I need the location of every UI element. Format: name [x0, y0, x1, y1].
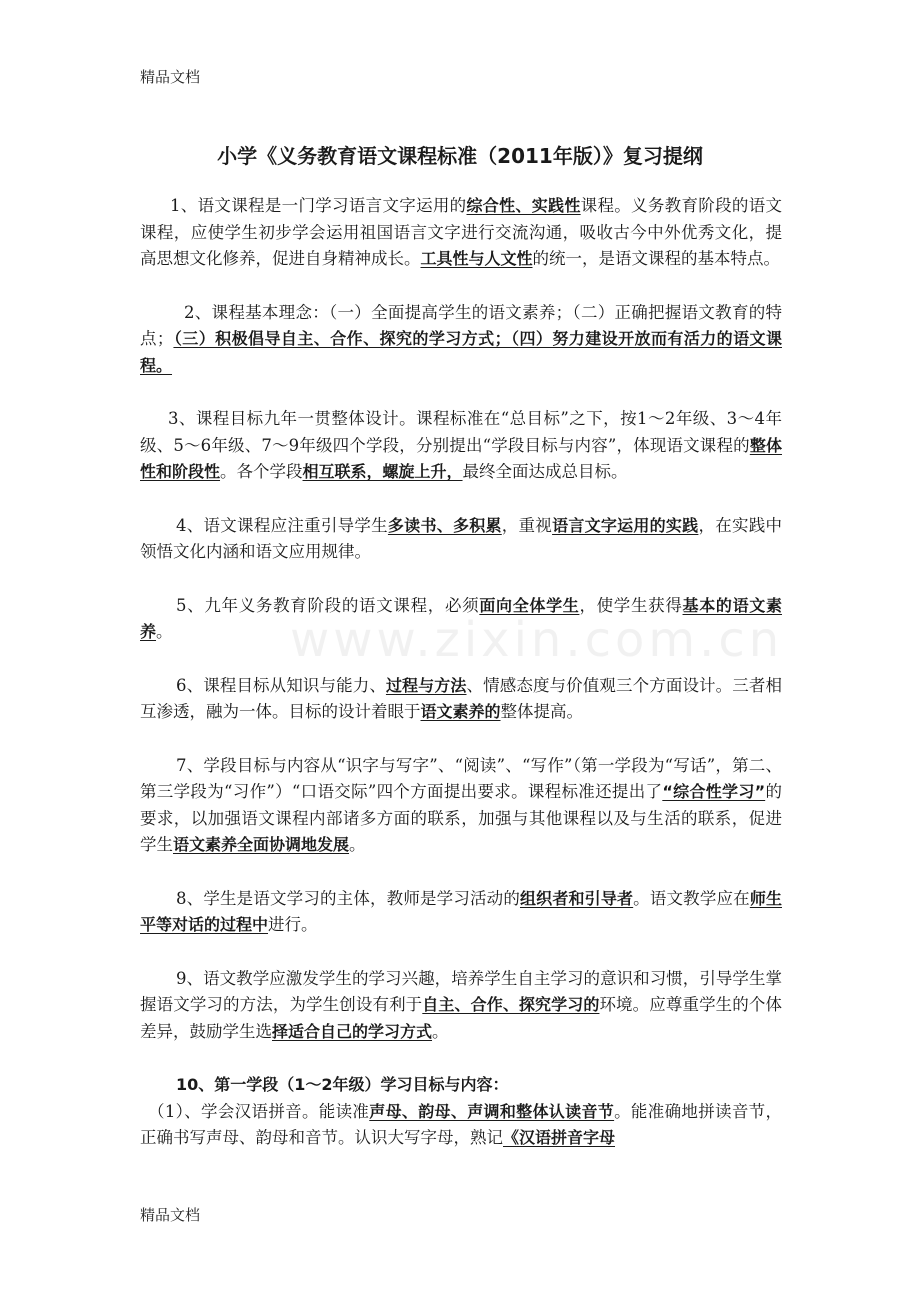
paragraph-text: 环境。应尊重学生的个体差异，鼓励学生选 [140, 995, 783, 1041]
paragraph-text: 。能准确地拼读音节，正确书写声母、韵母和音节。认识大写字母，熟记 [140, 1101, 783, 1147]
underlined-key-term: 工具性与人文性 [420, 249, 533, 268]
document-title: 小学《义务教育语文课程标准（2011年版）》复习提纲 [217, 144, 703, 168]
paragraph-text: 、情感态度与价值观三个方面设计。三者相互渗透，融为一体。目标的设计着眼于 [140, 675, 782, 721]
paragraph-text: 。语文教学应在 [633, 888, 750, 908]
page-header-label: 精品文档 [140, 68, 201, 86]
paragraph-text: 3、课程目标九年一贯整体设计。课程标准在“总目标”之下，按1～2年级、3～4年级、5～6年级、7～9年级四个学段，分别提出“学段目标与内容”，体现语文课程的 [140, 409, 782, 455]
paragraph-text: ，使学生获得 [579, 595, 683, 615]
underlined-key-term: 整体性和阶段性 [140, 435, 782, 481]
paragraph-10 [140, 1072, 782, 1099]
paragraph-text: （1）、学会汉语拼音。能读准 [148, 1101, 370, 1121]
paragraph-text: 5、九年义务教育阶段的语文课程，必须 [176, 595, 480, 615]
paragraph-6 [140, 673, 782, 726]
paragraph-text: 的要求，以加强语文课程内部诸多方面的联系，加强与其他课程以及与生活的联系，促进学生 [140, 782, 782, 854]
underlined-key-term: 语文素养的 [420, 702, 501, 721]
paragraph-text: 1、语文课程是一门学习语言文字运用的 [170, 196, 467, 215]
watermark: www.zixin.com.cn [290, 612, 784, 668]
paragraph-text: 进行。 [268, 915, 318, 934]
underlined-key-term: 自主、合作、探究学习的 [422, 995, 600, 1014]
bold-heading-text: 10、第一学段（1～2年级）学习目标与内容： [176, 1075, 509, 1094]
underlined-key-term: 语文素养全面协调地发展 [173, 835, 350, 854]
paragraph-text: 。 [156, 622, 173, 641]
paragraph-9 [140, 966, 782, 1046]
paragraph-text: ，在实践中领悟文化内涵和语文应用规律。 [140, 515, 782, 561]
paragraph-text: 的统一，是语文课程的基本特点。 [532, 249, 781, 268]
paragraph-text: 。各个学段 [220, 462, 303, 481]
paragraph-text: 8、学生是语文学习的主体，教师是学习活动的 [176, 888, 520, 908]
underlined-key-term: 组织者和引导者 [519, 888, 634, 908]
paragraph-text: 课程。义务教育阶段的语文课程，应使学生初步学会运用祖国语言文字进行交流沟通，吸收古今中外优秀文化，提高思想文化修养，促进自身精神成长。 [140, 196, 782, 268]
underlined-key-term: （三）积极倡导自主、合作、探究的学习方式；（四）努力建设开放而有活力的语文课程。 [140, 329, 782, 375]
paragraph-2 [140, 300, 782, 380]
underlined-key-term: 综合性、实践性 [466, 196, 581, 215]
paragraph-text: 。 [349, 835, 366, 854]
paragraph-5 [140, 593, 782, 646]
paragraph-text: 6、课程目标从知识与能力、 [176, 675, 386, 695]
underlined-key-term: 择适合自己的学习方式 [272, 1021, 433, 1041]
underlined-key-term: 《汉语拼音字母 [503, 1128, 616, 1147]
underlined-key-term: 声母、韵母、声调和整体认读音节 [369, 1101, 615, 1121]
document-body [140, 193, 782, 1179]
paragraph-text: 7、学段目标与内容从“识字与写字”、“阅读”、“写作”（第一学段为“写话”，第二、第三学段为“习作”）“口语交际”四个方面提出要求。课程标准还提出了 [140, 755, 782, 801]
underlined-key-term: 语言文字运用的实践 [552, 515, 699, 535]
underlined-key-term: 面向全体学生 [479, 595, 580, 615]
paragraph-4 [140, 513, 782, 566]
paragraph-7 [140, 753, 782, 859]
underlined-key-term: 师生平等对话的过程中 [140, 888, 782, 934]
paragraph-1 [140, 193, 782, 273]
paragraph-8 [140, 886, 782, 939]
paragraph-text: 9、语文教学应激发学生的学习兴趣，培养学生自主学习的意识和习惯，引导学生掌握语文学习的方法，为学生创设有利于 [140, 968, 782, 1014]
paragraph-3 [140, 406, 782, 486]
paragraph-text: 2、课程基本理念：（一）全面提高学生的语文素养；（二）正确把握语文教育的特点； [140, 302, 782, 348]
paragraph-text: 整体提高。 [500, 702, 584, 721]
paragraph-text: 。 [432, 1021, 449, 1041]
underlined-key-term: 相互联系，螺旋上升， [302, 462, 463, 481]
paragraph-text: 4、语文课程应注重引导学生 [176, 515, 388, 535]
underlined-key-term: “综合性学习” [662, 782, 766, 801]
paragraph-text: 最终全面达成总目标。 [462, 462, 628, 481]
paragraph-text: ，重视 [501, 515, 553, 535]
page-footer-label: 精品文档 [140, 1206, 201, 1224]
underlined-key-term: 过程与方法 [385, 675, 467, 695]
underlined-key-term: 基本的语文素养 [140, 595, 782, 641]
underlined-key-term: 多读书、多积累 [387, 515, 502, 535]
paragraph-11 [140, 1099, 782, 1152]
